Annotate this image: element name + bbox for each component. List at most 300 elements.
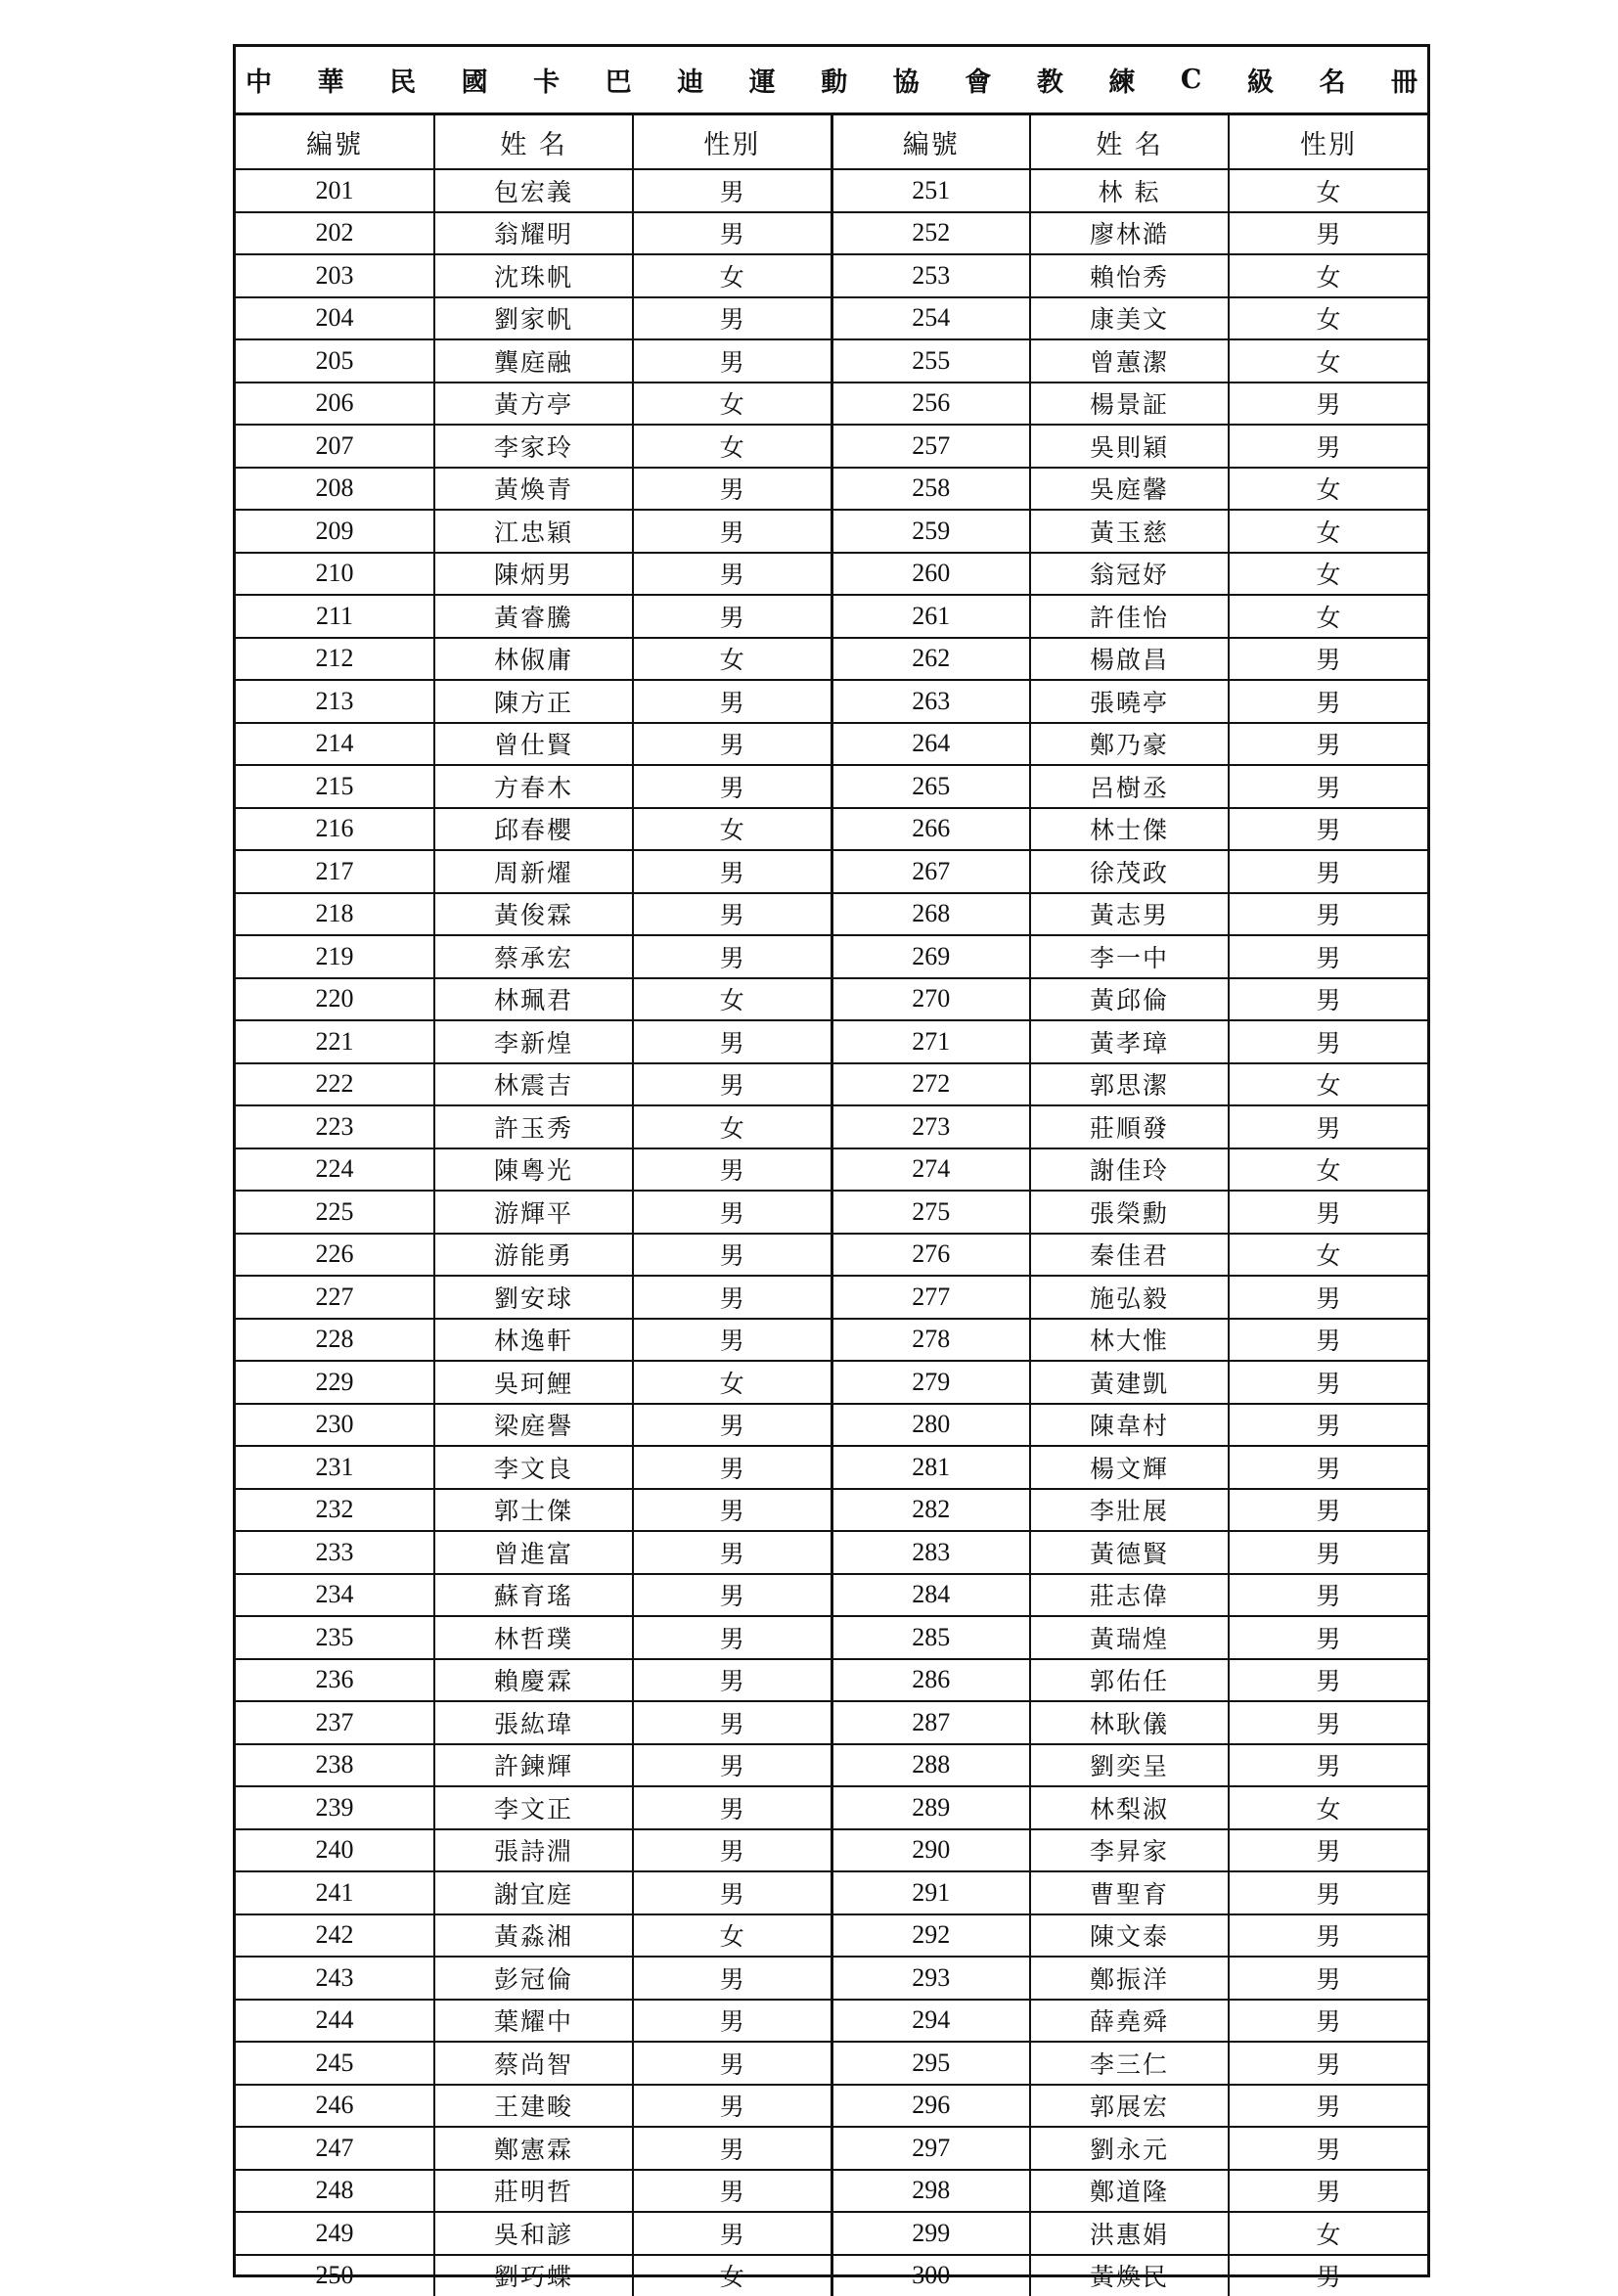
member-number: 202: [236, 212, 434, 255]
member-gender: 女: [1229, 169, 1427, 212]
title-char: 協: [893, 61, 920, 99]
member-number: 243: [236, 1957, 434, 2000]
member-number: 299: [831, 2212, 1030, 2255]
table-row: [236, 1105, 1427, 1148]
member-name: 曹聖育: [1030, 1871, 1229, 1914]
member-name: 李家玲: [434, 425, 633, 468]
table-row: [236, 1701, 1427, 1744]
member-name: 莊順發: [1030, 1105, 1229, 1148]
table-row: [236, 1659, 1427, 1702]
member-number: 246: [236, 2085, 434, 2128]
member-gender: 男: [633, 1191, 831, 1234]
member-name: 李一中: [1030, 935, 1229, 978]
member-name: 張詩淵: [434, 1829, 633, 1872]
title-char: C: [1181, 65, 1202, 95]
member-gender: 男: [633, 1829, 831, 1872]
member-gender: 男: [1229, 978, 1427, 1021]
table-row: [236, 339, 1427, 383]
member-name: 許鍊輝: [434, 1744, 633, 1787]
member-name: 李文正: [434, 1786, 633, 1829]
member-gender: 男: [1229, 212, 1427, 255]
member-gender: 男: [1229, 425, 1427, 468]
member-number: 212: [236, 638, 434, 681]
member-number: 206: [236, 383, 434, 426]
member-gender: 女: [1229, 468, 1427, 511]
header-gender: 性別: [1229, 115, 1427, 169]
table-row: [236, 2085, 1427, 2128]
member-number: 255: [831, 339, 1030, 383]
member-name: 梁庭譽: [434, 1404, 633, 1447]
member-number: 263: [831, 680, 1030, 723]
member-number: 275: [831, 1191, 1030, 1234]
member-number: 287: [831, 1701, 1030, 1744]
member-gender: 男: [633, 595, 831, 638]
table-row: [236, 297, 1427, 340]
member-gender: 男: [633, 297, 831, 340]
table-row: [236, 468, 1427, 511]
member-gender: 男: [1229, 1701, 1427, 1744]
member-gender: 男: [633, 1957, 831, 2000]
member-name: 劉巧蝶: [434, 2255, 633, 2296]
table-row: [236, 1829, 1427, 1872]
member-gender: 男: [633, 553, 831, 596]
member-name: 龔庭融: [434, 339, 633, 383]
member-gender: 男: [633, 1148, 831, 1192]
member-number: 271: [831, 1020, 1030, 1063]
member-number: 300: [831, 2255, 1030, 2296]
member-number: 203: [236, 254, 434, 297]
member-name: 謝佳玲: [1030, 1148, 1229, 1192]
member-number: 289: [831, 1786, 1030, 1829]
member-gender: 男: [1229, 1446, 1427, 1489]
member-name: 賴慶霖: [434, 1659, 633, 1702]
member-name: 楊景証: [1030, 383, 1229, 426]
member-gender: 男: [1229, 893, 1427, 936]
member-name: 洪惠娟: [1030, 2212, 1229, 2255]
header-number: 編號: [831, 115, 1030, 169]
table-row: [236, 1361, 1427, 1404]
member-name: 方春木: [434, 765, 633, 808]
member-name: 林 耘: [1030, 169, 1229, 212]
member-gender: 男: [633, 1574, 831, 1617]
member-number: 260: [831, 553, 1030, 596]
member-gender: 男: [633, 1063, 831, 1106]
member-gender: 男: [1229, 1957, 1427, 2000]
title-char: 運: [749, 61, 776, 99]
member-name: 徐茂政: [1030, 850, 1229, 893]
member-number: 254: [831, 297, 1030, 340]
member-gender: 男: [633, 723, 831, 766]
table-row: [236, 510, 1427, 553]
member-name: 謝宜庭: [434, 1871, 633, 1914]
member-name: 廖林澔: [1030, 212, 1229, 255]
member-number: 201: [236, 169, 434, 212]
member-number: 231: [236, 1446, 434, 1489]
title-char: 名: [1319, 61, 1345, 99]
table-row: [236, 1531, 1427, 1574]
member-gender: 男: [1229, 2127, 1427, 2170]
member-gender: 男: [633, 765, 831, 808]
member-gender: 男: [1229, 638, 1427, 681]
member-gender: 男: [633, 2085, 831, 2128]
member-gender: 男: [1229, 2170, 1427, 2213]
member-number: 298: [831, 2170, 1030, 2213]
member-number: 247: [236, 2127, 434, 2170]
member-name: 陳粵光: [434, 1148, 633, 1192]
member-number: 278: [831, 1319, 1030, 1362]
table-row: [236, 638, 1427, 681]
member-name: 秦佳君: [1030, 1234, 1229, 1277]
member-gender: 男: [1229, 1361, 1427, 1404]
member-name: 康美文: [1030, 297, 1229, 340]
member-number: 292: [831, 1914, 1030, 1958]
member-name: 吳則穎: [1030, 425, 1229, 468]
title-char: 華: [318, 61, 344, 99]
title-char: 級: [1247, 61, 1274, 99]
member-number: 224: [236, 1148, 434, 1192]
table-row: [236, 1063, 1427, 1106]
member-number: 213: [236, 680, 434, 723]
member-gender: 男: [633, 680, 831, 723]
member-gender: 男: [1229, 1871, 1427, 1914]
table-row: [236, 254, 1427, 297]
member-name: 游能勇: [434, 1234, 633, 1277]
member-number: 220: [236, 978, 434, 1021]
member-name: 劉安球: [434, 1276, 633, 1319]
member-number: 274: [831, 1148, 1030, 1192]
member-gender: 男: [1229, 1276, 1427, 1319]
member-name: 黃志男: [1030, 893, 1229, 936]
member-name: 黃建凱: [1030, 1361, 1229, 1404]
member-name: 呂樹丞: [1030, 765, 1229, 808]
member-name: 曾蕙潔: [1030, 339, 1229, 383]
table-row: [236, 893, 1427, 936]
member-gender: 女: [1229, 2212, 1427, 2255]
member-number: 232: [236, 1489, 434, 1532]
member-number: 245: [236, 2042, 434, 2085]
member-number: 273: [831, 1105, 1030, 1148]
title-char: 迪: [677, 61, 703, 99]
member-name: 林士傑: [1030, 808, 1229, 851]
member-number: 241: [236, 1871, 434, 1914]
member-number: 269: [831, 935, 1030, 978]
table-row: [236, 935, 1427, 978]
member-gender: 男: [1229, 2000, 1427, 2043]
member-name: 吳珂鯉: [434, 1361, 633, 1404]
table-row: [236, 1404, 1427, 1447]
member-gender: 女: [1229, 297, 1427, 340]
member-gender: 男: [1229, 808, 1427, 851]
member-name: 薛堯舜: [1030, 2000, 1229, 2043]
member-gender: 男: [1229, 1914, 1427, 1958]
member-name: 邱春櫻: [434, 808, 633, 851]
header-name: 姓 名: [1030, 115, 1229, 169]
member-name: 林俶庸: [434, 638, 633, 681]
member-name: 林震吉: [434, 1063, 633, 1106]
table-row: [236, 1191, 1427, 1234]
member-name: 張紘瑋: [434, 1701, 633, 1744]
member-number: 262: [831, 638, 1030, 681]
member-name: 李壯展: [1030, 1489, 1229, 1532]
member-name: 賴怡秀: [1030, 254, 1229, 297]
member-name: 郭佑任: [1030, 1659, 1229, 1702]
member-gender: 女: [633, 1914, 831, 1958]
member-gender: 男: [1229, 1319, 1427, 1362]
member-number: 295: [831, 2042, 1030, 2085]
member-name: 許佳怡: [1030, 595, 1229, 638]
member-gender: 男: [633, 1744, 831, 1787]
member-number: 210: [236, 553, 434, 596]
member-gender: 男: [633, 850, 831, 893]
member-name: 李新煌: [434, 1020, 633, 1063]
member-gender: 女: [1229, 339, 1427, 383]
member-number: 244: [236, 2000, 434, 2043]
member-number: 294: [831, 2000, 1030, 2043]
member-number: 239: [236, 1786, 434, 1829]
member-name: 吳和諺: [434, 2212, 633, 2255]
member-gender: 男: [633, 212, 831, 255]
member-number: 240: [236, 1829, 434, 1872]
member-number: 250: [236, 2255, 434, 2296]
member-gender: 男: [1229, 1829, 1427, 1872]
member-number: 219: [236, 935, 434, 978]
member-number: 205: [236, 339, 434, 383]
member-name: 郭思潔: [1030, 1063, 1229, 1106]
member-name: 李昇家: [1030, 1829, 1229, 1872]
table-row: [236, 1319, 1427, 1362]
member-name: 蘇育瑤: [434, 1574, 633, 1617]
table-row: [236, 425, 1427, 468]
member-number: 230: [236, 1404, 434, 1447]
header-name: 姓 名: [434, 115, 633, 169]
member-name: 周新燿: [434, 850, 633, 893]
member-gender: 女: [633, 425, 831, 468]
member-number: 229: [236, 1361, 434, 1404]
title-char: 會: [965, 61, 991, 99]
member-number: 291: [831, 1871, 1030, 1914]
member-name: 施弘毅: [1030, 1276, 1229, 1319]
member-number: 268: [831, 893, 1030, 936]
member-gender: 男: [633, 339, 831, 383]
member-gender: 女: [633, 638, 831, 681]
table-row: [236, 1957, 1427, 2000]
member-number: 211: [236, 595, 434, 638]
table-row: [236, 383, 1427, 426]
member-name: 黃邱倫: [1030, 978, 1229, 1021]
member-name: 鄭振洋: [1030, 1957, 1229, 2000]
member-number: 280: [831, 1404, 1030, 1447]
member-gender: 女: [1229, 553, 1427, 596]
member-number: 208: [236, 468, 434, 511]
member-name: 翁冠妤: [1030, 553, 1229, 596]
member-number: 259: [831, 510, 1030, 553]
member-gender: 男: [633, 893, 831, 936]
member-name: 黃孝璋: [1030, 1020, 1229, 1063]
member-name: 莊明哲: [434, 2170, 633, 2213]
member-number: 234: [236, 1574, 434, 1617]
table-row: [236, 808, 1427, 851]
member-number: 217: [236, 850, 434, 893]
table-row: [236, 2212, 1427, 2255]
member-name: 蔡承宏: [434, 935, 633, 978]
table-row: [236, 2255, 1427, 2296]
member-number: 225: [236, 1191, 434, 1234]
table-row: [236, 680, 1427, 723]
member-gender: 女: [1229, 595, 1427, 638]
member-number: 279: [831, 1361, 1030, 1404]
member-number: 265: [831, 765, 1030, 808]
member-gender: 男: [633, 2170, 831, 2213]
member-number: 222: [236, 1063, 434, 1106]
table-row: [236, 2042, 1427, 2085]
member-gender: 男: [1229, 1659, 1427, 1702]
table-row: [236, 1786, 1427, 1829]
member-name: 黃德賢: [1030, 1531, 1229, 1574]
member-gender: 女: [633, 254, 831, 297]
member-number: 253: [831, 254, 1030, 297]
member-gender: 男: [633, 2212, 831, 2255]
member-number: 237: [236, 1701, 434, 1744]
member-name: 包宏義: [434, 169, 633, 212]
member-gender: 男: [633, 1871, 831, 1914]
member-gender: 男: [1229, 850, 1427, 893]
member-gender: 女: [633, 978, 831, 1021]
member-gender: 女: [633, 2255, 831, 2296]
member-name: 林哲璞: [434, 1616, 633, 1659]
member-number: 216: [236, 808, 434, 851]
title-char: 卡: [533, 61, 560, 99]
member-name: 鄭道隆: [1030, 2170, 1229, 2213]
member-name: 曾進富: [434, 1531, 633, 1574]
member-name: 葉耀中: [434, 2000, 633, 2043]
member-gender: 男: [1229, 680, 1427, 723]
member-name: 郭展宏: [1030, 2085, 1229, 2128]
member-name: 楊啟昌: [1030, 638, 1229, 681]
table-row: [236, 978, 1427, 1021]
member-name: 張榮勳: [1030, 1191, 1229, 1234]
member-gender: 男: [1229, 1404, 1427, 1447]
member-gender: 男: [1229, 935, 1427, 978]
member-number: 235: [236, 1616, 434, 1659]
table-row: [236, 1871, 1427, 1914]
header-number: 編號: [236, 115, 434, 169]
member-number: 228: [236, 1319, 434, 1362]
member-gender: 男: [633, 169, 831, 212]
member-gender: 男: [633, 1446, 831, 1489]
member-number: 221: [236, 1020, 434, 1063]
member-number: 233: [236, 1531, 434, 1574]
member-number: 277: [831, 1276, 1030, 1319]
member-gender: 女: [1229, 1786, 1427, 1829]
member-name: 李三仁: [1030, 2042, 1229, 2085]
table-row: [236, 765, 1427, 808]
table-row: [236, 212, 1427, 255]
member-gender: 男: [633, 1020, 831, 1063]
member-number: 272: [831, 1063, 1030, 1106]
member-number: 215: [236, 765, 434, 808]
member-name: 李文良: [434, 1446, 633, 1489]
roster-sheet: [233, 44, 1430, 2277]
member-name: 彭冠倫: [434, 1957, 633, 2000]
member-gender: 男: [1229, 723, 1427, 766]
table-row: [236, 850, 1427, 893]
table-row: [236, 2170, 1427, 2213]
roster-body: [236, 169, 1427, 2296]
table-row: [236, 1616, 1427, 1659]
member-number: 218: [236, 893, 434, 936]
member-number: 204: [236, 297, 434, 340]
member-gender: 男: [633, 2042, 831, 2085]
member-gender: 男: [633, 1616, 831, 1659]
member-gender: 男: [1229, 1744, 1427, 1787]
member-gender: 男: [1229, 1105, 1427, 1148]
member-number: 285: [831, 1616, 1030, 1659]
member-number: 257: [831, 425, 1030, 468]
member-name: 黃瑞煌: [1030, 1616, 1229, 1659]
member-name: 劉奕呈: [1030, 1744, 1229, 1787]
member-name: 張曉亭: [1030, 680, 1229, 723]
member-name: 陳方正: [434, 680, 633, 723]
member-name: 劉永元: [1030, 2127, 1229, 2170]
member-number: 249: [236, 2212, 434, 2255]
member-name: 蔡尚智: [434, 2042, 633, 2085]
member-gender: 男: [1229, 1531, 1427, 1574]
member-gender: 男: [1229, 1191, 1427, 1234]
member-gender: 男: [633, 2127, 831, 2170]
member-gender: 男: [633, 1659, 831, 1702]
member-name: 陳文泰: [1030, 1914, 1229, 1958]
member-name: 黃淼湘: [434, 1914, 633, 1958]
member-name: 黃玉慈: [1030, 510, 1229, 553]
member-gender: 男: [633, 1234, 831, 1277]
member-gender: 女: [1229, 1148, 1427, 1192]
member-name: 林梨淑: [1030, 1786, 1229, 1829]
member-number: 264: [831, 723, 1030, 766]
member-name: 鄭乃豪: [1030, 723, 1229, 766]
table-row: [236, 1446, 1427, 1489]
member-number: 270: [831, 978, 1030, 1021]
member-gender: 男: [633, 510, 831, 553]
member-number: 283: [831, 1531, 1030, 1574]
table-row: [236, 2000, 1427, 2043]
member-name: 林大惟: [1030, 1319, 1229, 1362]
table-row: [236, 1148, 1427, 1192]
roster-table: [236, 115, 1427, 2296]
member-name: 陳韋村: [1030, 1404, 1229, 1447]
member-gender: 男: [1229, 383, 1427, 426]
member-gender: 女: [633, 383, 831, 426]
member-number: 207: [236, 425, 434, 468]
member-number: 284: [831, 1574, 1030, 1617]
member-number: 209: [236, 510, 434, 553]
member-name: 黃煥民: [1030, 2255, 1229, 2296]
table-row: [236, 1489, 1427, 1532]
member-name: 許玉秀: [434, 1105, 633, 1148]
member-gender: 男: [1229, 2085, 1427, 2128]
member-number: 258: [831, 468, 1030, 511]
title-char: 民: [389, 61, 416, 99]
table-row: [236, 2127, 1427, 2170]
member-number: 251: [831, 169, 1030, 212]
member-gender: 男: [633, 1786, 831, 1829]
member-number: 281: [831, 1446, 1030, 1489]
member-name: 莊志偉: [1030, 1574, 1229, 1617]
member-gender: 女: [1229, 1234, 1427, 1277]
document-title: [236, 47, 1427, 115]
table-row: [236, 1914, 1427, 1958]
title-char: 國: [462, 61, 488, 99]
member-gender: 男: [1229, 1574, 1427, 1617]
